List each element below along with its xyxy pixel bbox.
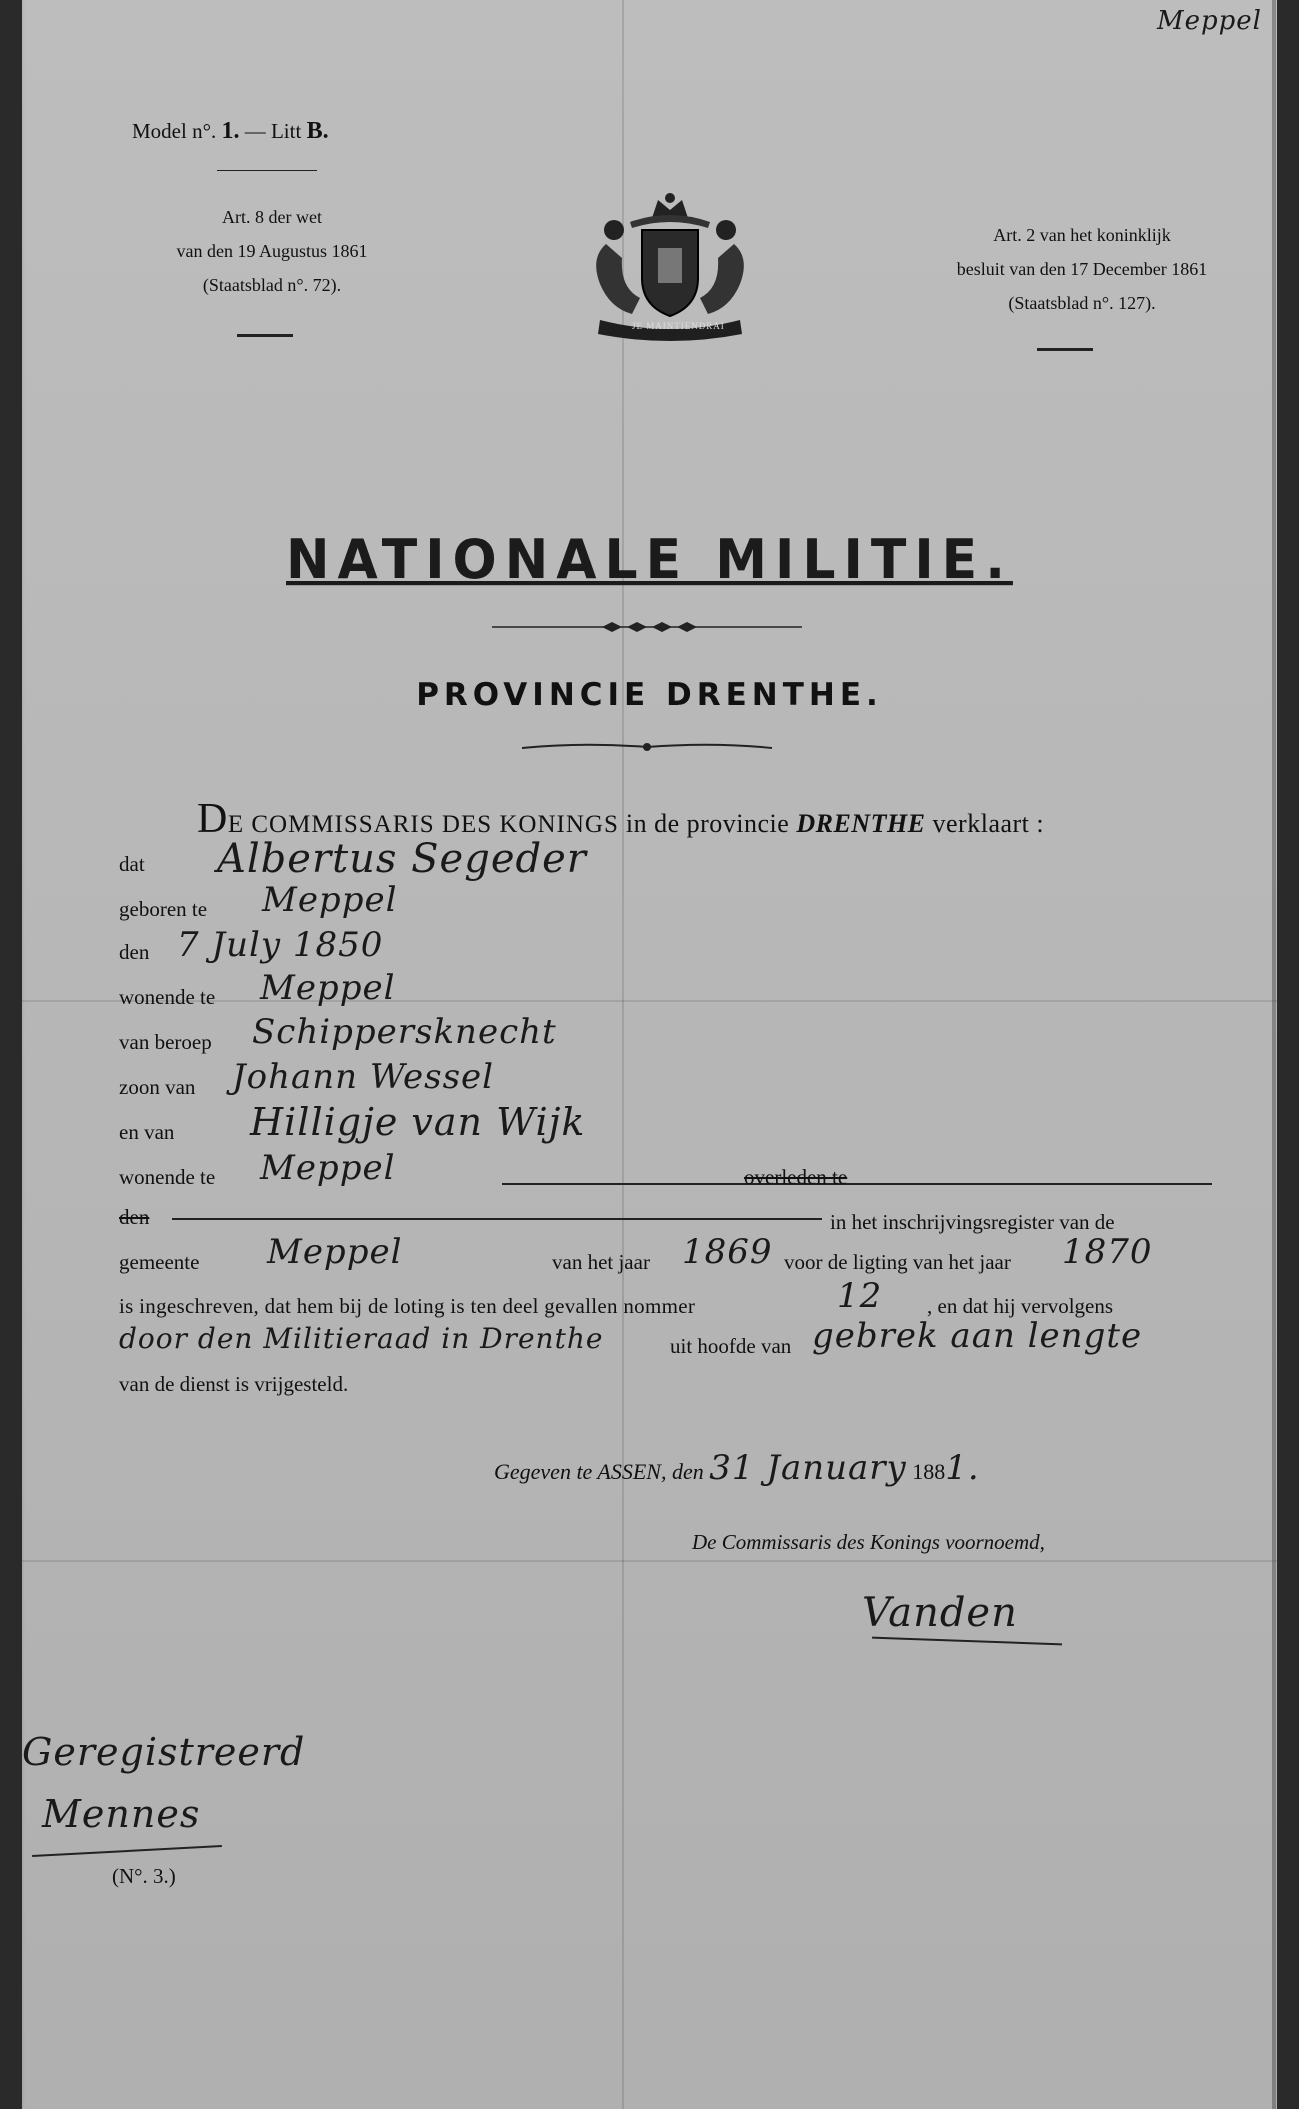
model-number: 1. [221,118,240,144]
left-ref-line1: Art. 8 der wet [222,207,322,227]
royal-coat-of-arms-icon [570,188,770,348]
value-father: Johann Wessel [232,1057,495,1097]
model-separator: — [244,119,266,143]
value-residence: Meppel [260,968,396,1008]
left-ref-line2: van den 19 Augustus 1861 [176,241,368,261]
province-heading: PROVINCIE DRENTHE. [416,677,883,713]
right-reference [927,218,1237,320]
value-door: door den Militieraad in Drenthe [119,1322,604,1355]
document-title: NATIONALE MILITIE. [286,528,1013,592]
given-line [494,1448,980,1488]
value-mother: Hilligje van Wijk [250,1100,586,1144]
value-birthdate: 7 July 1850 [177,925,384,965]
label-hoofde: uit hoofde van [670,1334,792,1358]
signature: Vanden [862,1590,1018,1636]
loting-text: is ingeschreven, dat hem bij de loting is ten deel gevallen nommer [119,1294,696,1318]
litt-label: Litt [270,119,302,143]
registered-line1: Geregistreerd [22,1730,306,1774]
registered-line2: Mennes [42,1792,201,1836]
vervolgens-text: , en dat hij vervolgens [927,1294,1114,1318]
label-zoon: zoon van [119,1075,196,1099]
label-dat: dat [119,852,145,876]
right-ref-line2: besluit van den 17 December 1861 [956,259,1208,279]
litt-value: B. [306,118,329,144]
label-ligting: voor de ligting van het jaar [784,1250,1011,1274]
given-prefix: Gegeven te ASSEN, den [494,1459,704,1484]
given-year-suffix: 1. [945,1448,980,1488]
number-note: (N°. 3.) [112,1864,176,1888]
value-hoofde: gebrek aan lengte [812,1316,1143,1356]
intro-mid: in de provincie [625,809,790,838]
value-gemeente: Meppel [267,1232,403,1272]
value-ligting: 1870 [1062,1232,1153,1272]
label-en-van: en van [119,1120,175,1144]
value-occupation: Schippersknecht [252,1012,557,1052]
intro-caps: E COMMISSARIS DES KONINGS [227,811,619,838]
register-text: in het inschrijvingsregister van de [830,1210,1115,1234]
label-jaar: van het jaar [552,1250,650,1274]
given-day-month: 31 January [709,1448,907,1488]
given-year-prefix: 188 [912,1459,946,1484]
title-ornament [492,620,802,634]
left-ref-line3: (Staatsblad n°. 72). [202,275,342,295]
value-nommer: 12 [837,1276,883,1316]
right-ref-line1: Art. 2 van het koninklijk [993,225,1171,245]
vrijgesteld-text: van de dienst is vrijgesteld. [119,1372,349,1396]
value-name: Albertus Segeder [217,836,587,882]
province-ornament [522,740,772,754]
model-prefix: Model n°. [132,119,217,143]
value-jaar: 1869 [682,1232,773,1272]
left-reference [142,200,402,302]
right-ref-line3: (Staatsblad n°. 127). [1008,293,1156,313]
intro-province: DRENTHE [796,809,926,838]
value-birthplace: Meppel [262,880,398,920]
closing-line: De Commissaris des Konings voornoemd, [692,1530,1045,1554]
label-beroep: van beroep [119,1030,212,1054]
intro-end: verklaart : [932,809,1045,838]
label-gemeente: gemeente [119,1250,200,1274]
struck-den: den [119,1205,150,1229]
label-geboren: geboren te [119,897,208,921]
label-wonende-2: wonende te [119,1165,216,1189]
label-den: den [119,940,150,964]
label-wonende: wonende te [119,985,216,1009]
intro-drop-cap: D [197,796,228,842]
value-residence-parents: Meppel [260,1148,396,1188]
crest-motto: JE MAINTIENDRAI [632,321,725,331]
model-line [132,118,329,145]
struck-overleden: overleden te [744,1165,848,1189]
document-page [22,0,1277,2109]
corner-note: Meppel [1157,6,1262,36]
